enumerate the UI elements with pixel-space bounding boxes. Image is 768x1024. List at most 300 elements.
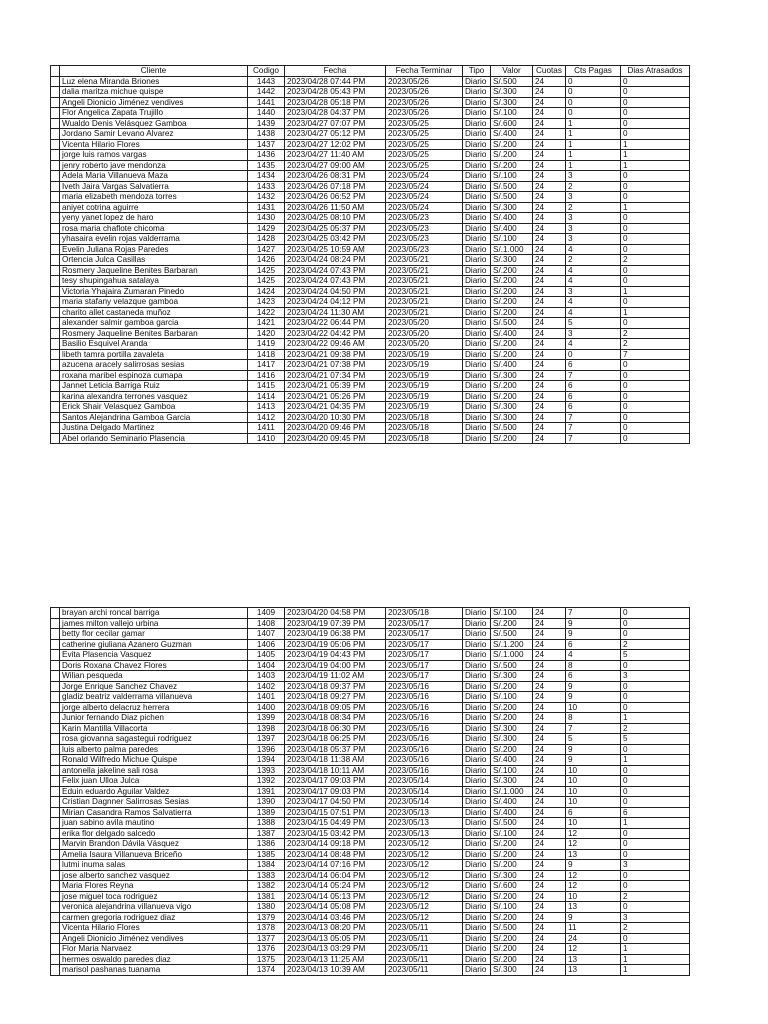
cell-codigo: 1386 [248,839,285,850]
cell-dias-atrasados: 0 [621,97,690,108]
cell-cts-pagas: 0 [566,97,621,108]
cell-fecha: 2023/04/18 11:38 AM [285,755,386,766]
cell-cts-pagas: 9 [566,860,621,871]
row-marker-cell [51,328,60,339]
row-marker-cell [51,797,60,808]
cell-dias-atrasados: 0 [621,276,690,287]
cell-cliente: Angeli Dionicio Jiménez vendives [60,933,248,944]
cell-valor: S/.200 [491,860,533,871]
row-marker-cell [51,108,60,119]
cell-tipo: Diario [463,755,491,766]
cell-tipo: Diario [463,339,491,350]
cell-tipo: Diario [463,650,491,661]
cell-cuotas: 24 [533,923,566,934]
cell-cuotas: 24 [533,255,566,266]
cell-tipo: Diario [463,244,491,255]
cell-dias-atrasados: 0 [621,412,690,423]
cell-cts-pagas: 24 [566,933,621,944]
cell-cts-pagas: 6 [566,360,621,371]
cell-dias-atrasados: 0 [621,381,690,392]
cell-cts-pagas: 11 [566,923,621,934]
row-marker-cell [51,765,60,776]
cell-cliente: Adela Maria Villanueva Maza [60,171,248,182]
table-row [51,776,690,787]
row-marker-cell [51,744,60,755]
row-marker-cell [51,891,60,902]
cell-cts-pagas: 6 [566,391,621,402]
cell-tipo: Diario [463,902,491,913]
cell-fecha: 2023/04/22 06:44 PM [285,318,386,329]
col-header-cts-pagas: Cts Pagas [566,66,621,77]
cell-cuotas: 24 [533,307,566,318]
cell-fecha: 2023/04/26 08:31 PM [285,171,386,182]
cell-tipo: Diario [463,433,491,444]
cell-cts-pagas: 10 [566,818,621,829]
cell-cliente: Justina Delgado Martinez [60,423,248,434]
cell-codigo: 1439 [248,118,285,129]
cell-dias-atrasados: 0 [621,786,690,797]
cell-fecha: 2023/04/13 11:25 AM [285,954,386,965]
cell-cuotas: 24 [533,402,566,413]
cell-codigo: 1434 [248,171,285,182]
cell-cliente: Karin Mantilla Villacorta [60,723,248,734]
row-marker-cell [51,671,60,682]
cell-cliente: luis alberto palma paredes [60,744,248,755]
cell-cuotas: 24 [533,423,566,434]
table-row [51,339,690,350]
cell-dias-atrasados: 5 [621,734,690,745]
cell-fecha: 2023/04/27 07:07 PM [285,118,386,129]
cell-cts-pagas: 0 [566,76,621,87]
cell-fecha: 2023/04/27 11:40 AM [285,150,386,161]
cell-cts-pagas: 3 [566,328,621,339]
table-row [51,818,690,829]
cell-fecha: 2023/04/13 03:29 PM [285,944,386,955]
cell-cts-pagas: 13 [566,902,621,913]
row-marker-cell [51,912,60,923]
cell-cuotas: 24 [533,328,566,339]
cell-cliente: erika flor delgado salcedo [60,828,248,839]
cell-tipo: Diario [463,954,491,965]
row-marker-cell [51,650,60,661]
cell-valor: S/.500 [491,423,533,434]
cell-cts-pagas: 7 [566,423,621,434]
cell-cliente: aniyet cotrina aguirre [60,202,248,213]
table-row [51,202,690,213]
cell-cliente: karina alexandra terrones vasquez [60,391,248,402]
cell-cts-pagas: 3 [566,192,621,203]
cell-cuotas: 24 [533,744,566,755]
cell-tipo: Diario [463,118,491,129]
cell-dias-atrasados: 0 [621,692,690,703]
cell-cts-pagas: 8 [566,713,621,724]
row-marker-cell [51,339,60,350]
cell-cts-pagas: 6 [566,807,621,818]
cell-dias-atrasados: 1 [621,139,690,150]
row-marker-cell [51,276,60,287]
cell-tipo: Diario [463,734,491,745]
cell-tipo: Diario [463,671,491,682]
cell-cts-pagas: 10 [566,765,621,776]
cell-fecha: 2023/04/24 08:24 PM [285,255,386,266]
cell-cuotas: 24 [533,76,566,87]
cell-fecha-terminar: 2023/05/12 [386,881,463,892]
cell-valor: S/.100 [491,828,533,839]
table-row [51,671,690,682]
table-row [51,734,690,745]
table-row [51,297,690,308]
cell-cuotas: 24 [533,297,566,308]
cell-cliente: catherine giuliana Azanero Guzman [60,639,248,650]
cell-fecha: 2023/04/21 05:26 PM [285,391,386,402]
cell-codigo: 1422 [248,307,285,318]
cell-dias-atrasados: 1 [621,286,690,297]
cell-cts-pagas: 2 [566,255,621,266]
cell-valor: S/.200 [491,150,533,161]
cell-valor: S/.200 [491,912,533,923]
cell-codigo: 1430 [248,213,285,224]
cell-fecha-terminar: 2023/05/16 [386,734,463,745]
row-marker-cell [51,318,60,329]
cell-dias-atrasados: 0 [621,423,690,434]
col-header-cuotas: Cuotas [533,66,566,77]
cell-tipo: Diario [463,381,491,392]
cell-dias-atrasados: 1 [621,818,690,829]
cell-valor: S/.200 [491,849,533,860]
row-marker-cell [51,734,60,745]
table-row [51,881,690,892]
cell-fecha: 2023/04/13 05:05 PM [285,933,386,944]
cell-cuotas: 24 [533,839,566,850]
cell-fecha: 2023/04/13 10:39 AM [285,965,386,976]
cell-cuotas: 24 [533,912,566,923]
cell-dias-atrasados: 2 [621,255,690,266]
cell-valor: S/.600 [491,881,533,892]
cell-fecha-terminar: 2023/05/12 [386,912,463,923]
cell-codigo: 1421 [248,318,285,329]
cell-cts-pagas: 13 [566,954,621,965]
cell-cts-pagas: 12 [566,839,621,850]
cell-cts-pagas: 10 [566,786,621,797]
cell-fecha-terminar: 2023/05/19 [386,349,463,360]
row-marker-cell [51,307,60,318]
cell-fecha: 2023/04/21 07:38 PM [285,360,386,371]
table-row [51,713,690,724]
cell-cts-pagas: 4 [566,297,621,308]
cell-valor: S/.200 [491,349,533,360]
cell-fecha-terminar: 2023/05/19 [386,381,463,392]
cell-fecha-terminar: 2023/05/26 [386,76,463,87]
cell-valor: S/.200 [491,681,533,692]
cell-fecha: 2023/04/19 11:02 AM [285,671,386,682]
row-marker-cell [51,192,60,203]
row-marker-cell [51,118,60,129]
cell-cliente: brayan archi roncal barriga [60,608,248,619]
cell-codigo: 1414 [248,391,285,402]
cell-codigo: 1405 [248,650,285,661]
cell-cts-pagas: 1 [566,118,621,129]
cell-valor: S/.200 [491,433,533,444]
cell-codigo: 1374 [248,965,285,976]
cell-dias-atrasados: 0 [621,391,690,402]
table-row [51,902,690,913]
cell-cts-pagas: 4 [566,276,621,287]
cell-codigo: 1426 [248,255,285,266]
cell-dias-atrasados: 0 [621,360,690,371]
cell-tipo: Diario [463,776,491,787]
cell-dias-atrasados: 2 [621,723,690,734]
col-header-fecha-terminar: Fecha Terminar [386,66,463,77]
cell-fecha-terminar: 2023/05/19 [386,402,463,413]
cell-cuotas: 24 [533,713,566,724]
cell-fecha: 2023/04/20 10:30 PM [285,412,386,423]
cell-codigo: 1431 [248,202,285,213]
cell-fecha-terminar: 2023/05/18 [386,433,463,444]
cell-tipo: Diario [463,839,491,850]
cell-cliente: alexander salmir gamboa garcia [60,318,248,329]
table-row [51,108,690,119]
cell-codigo: 1406 [248,639,285,650]
col-header-fecha: Fecha [285,66,386,77]
cell-cliente: Evita Plasencia Vasquez [60,650,248,661]
cell-valor: S/.500 [491,192,533,203]
cell-codigo: 1389 [248,807,285,818]
cell-tipo: Diario [463,255,491,266]
cell-cts-pagas: 13 [566,849,621,860]
table-row [51,139,690,150]
cell-codigo: 1407 [248,629,285,640]
cell-tipo: Diario [463,933,491,944]
table-row [51,650,690,661]
row-marker-cell [51,297,60,308]
cell-cuotas: 24 [533,129,566,140]
cell-valor: S/.400 [491,755,533,766]
cell-fecha-terminar: 2023/05/26 [386,108,463,119]
cell-cuotas: 24 [533,276,566,287]
cell-valor: S/.300 [491,87,533,98]
cell-tipo: Diario [463,423,491,434]
cell-cliente: Vicenta Hilario Flores [60,923,248,934]
cell-cliente: marisol pashanas tuanama [60,965,248,976]
row-marker-cell [51,244,60,255]
cell-valor: S/.300 [491,97,533,108]
cell-fecha: 2023/04/26 11:50 AM [285,202,386,213]
cell-cliente: Rosmery Jaqueline Benites Barbaran [60,265,248,276]
cell-cliente: Santos Alejandrina Gamboa Garcia [60,412,248,423]
cell-fecha-terminar: 2023/05/25 [386,160,463,171]
cell-codigo: 1382 [248,881,285,892]
cell-cliente: hermes oswaldo paredes diaz [60,954,248,965]
cell-dias-atrasados: 7 [621,349,690,360]
cell-fecha: 2023/04/14 08:48 PM [285,849,386,860]
cell-codigo: 1385 [248,849,285,860]
table-row [51,629,690,640]
cell-fecha-terminar: 2023/05/21 [386,307,463,318]
cell-cliente: Luz elena Miranda Briones [60,76,248,87]
cell-cuotas: 24 [533,734,566,745]
table-row [51,891,690,902]
table-row [51,402,690,413]
cell-cuotas: 24 [533,776,566,787]
cell-tipo: Diario [463,912,491,923]
table-row [51,192,690,203]
cell-valor: S/.400 [491,129,533,140]
cell-fecha-terminar: 2023/05/24 [386,181,463,192]
cell-fecha-terminar: 2023/05/16 [386,765,463,776]
cell-tipo: Diario [463,286,491,297]
col-header-dias-atrasados: Dias Atrasados [621,66,690,77]
cell-fecha-terminar: 2023/05/21 [386,255,463,266]
cell-tipo: Diario [463,234,491,245]
cell-tipo: Diario [463,108,491,119]
cell-fecha: 2023/04/24 04:12 PM [285,297,386,308]
cell-fecha: 2023/04/18 09:37 PM [285,681,386,692]
cell-cts-pagas: 1 [566,129,621,140]
cell-fecha: 2023/04/28 05:43 PM [285,87,386,98]
table-row [51,765,690,776]
cell-cts-pagas: 6 [566,381,621,392]
cell-cuotas: 24 [533,171,566,182]
cell-dias-atrasados: 0 [621,744,690,755]
cell-tipo: Diario [463,870,491,881]
row-marker-cell [51,608,60,619]
cell-cuotas: 24 [533,954,566,965]
cell-cliente: Flor Angelica Zapata Trujillo [60,108,248,119]
row-marker-cell [51,433,60,444]
cell-codigo: 1380 [248,902,285,913]
cell-cuotas: 24 [533,433,566,444]
cell-valor: S/.300 [491,671,533,682]
cell-cliente: libeth tamra portilla zavaleta [60,349,248,360]
cell-codigo: 1379 [248,912,285,923]
cell-codigo: 1391 [248,786,285,797]
cell-cliente: carmen gregoria rodriguez diaz [60,912,248,923]
cell-dias-atrasados: 0 [621,192,690,203]
cell-dias-atrasados: 0 [621,108,690,119]
row-marker-cell [51,381,60,392]
cell-cliente: Jannet Leticia Barriga Ruiz [60,381,248,392]
cell-cuotas: 24 [533,412,566,423]
cell-dias-atrasados: 1 [621,307,690,318]
cell-codigo: 1376 [248,944,285,955]
cell-dias-atrasados: 2 [621,923,690,934]
cell-dias-atrasados: 0 [621,234,690,245]
cell-cts-pagas: 10 [566,891,621,902]
cell-cliente: Victoria Yhajaira Zumaran Pinedo [60,286,248,297]
cell-fecha-terminar: 2023/05/18 [386,423,463,434]
table-row [51,213,690,224]
cell-tipo: Diario [463,713,491,724]
cell-valor: S/.1.000 [491,244,533,255]
table-row [51,171,690,182]
cell-dias-atrasados: 2 [621,328,690,339]
cell-fecha: 2023/04/28 07:44 PM [285,76,386,87]
table-row [51,286,690,297]
cell-fecha-terminar: 2023/05/11 [386,923,463,934]
cell-cuotas: 24 [533,891,566,902]
cell-fecha: 2023/04/14 05:13 PM [285,891,386,902]
cell-valor: S/.300 [491,412,533,423]
cell-fecha-terminar: 2023/05/23 [386,223,463,234]
cell-cts-pagas: 3 [566,213,621,224]
cell-cliente: Maria Flores Reyna [60,881,248,892]
cell-fecha-terminar: 2023/05/17 [386,650,463,661]
cell-cts-pagas: 6 [566,671,621,682]
table-row [51,118,690,129]
cell-fecha-terminar: 2023/05/13 [386,818,463,829]
row-marker-cell [51,286,60,297]
row-marker-cell [51,713,60,724]
cell-dias-atrasados: 3 [621,860,690,871]
cell-valor: S/.200 [491,713,533,724]
cell-tipo: Diario [463,307,491,318]
cell-cuotas: 24 [533,381,566,392]
cell-codigo: 1398 [248,723,285,734]
cell-tipo: Diario [463,639,491,650]
cell-dias-atrasados: 0 [621,933,690,944]
cell-cuotas: 24 [533,213,566,224]
cell-tipo: Diario [463,171,491,182]
cell-cliente: Angeli Dionicio Jiménez vendives [60,97,248,108]
cell-valor: S/.200 [491,391,533,402]
cell-dias-atrasados: 0 [621,402,690,413]
cell-tipo: Diario [463,923,491,934]
cell-valor: S/.600 [491,118,533,129]
cell-cts-pagas: 7 [566,412,621,423]
cell-tipo: Diario [463,97,491,108]
cell-fecha-terminar: 2023/05/26 [386,87,463,98]
row-marker-cell [51,944,60,955]
cell-cuotas: 24 [533,234,566,245]
row-marker-cell [51,370,60,381]
row-marker-cell [51,213,60,224]
cell-tipo: Diario [463,765,491,776]
row-marker-cell [51,870,60,881]
cell-fecha: 2023/04/15 07:51 PM [285,807,386,818]
cell-cuotas: 24 [533,244,566,255]
cell-fecha: 2023/04/17 09:03 PM [285,776,386,787]
row-marker-cell [51,828,60,839]
row-marker-cell [51,965,60,976]
cell-fecha: 2023/04/21 07:34 PM [285,370,386,381]
cell-codigo: 1419 [248,339,285,350]
cell-cuotas: 24 [533,108,566,119]
cell-valor: S/.200 [491,618,533,629]
cell-fecha: 2023/04/27 05:12 PM [285,129,386,140]
cell-fecha-terminar: 2023/05/17 [386,618,463,629]
cell-tipo: Diario [463,944,491,955]
cell-valor: S/.500 [491,318,533,329]
cell-dias-atrasados: 2 [621,339,690,350]
cell-cuotas: 24 [533,828,566,839]
row-marker-cell [51,681,60,692]
cell-dias-atrasados: 0 [621,244,690,255]
table-row [51,150,690,161]
cell-cts-pagas: 2 [566,202,621,213]
cell-cts-pagas: 5 [566,734,621,745]
table-row [51,639,690,650]
row-marker-cell [51,692,60,703]
cell-fecha-terminar: 2023/05/14 [386,786,463,797]
cell-cliente: charito allet castaneda muñoz [60,307,248,318]
cell-cts-pagas: 1 [566,139,621,150]
cell-fecha: 2023/04/25 10:59 AM [285,244,386,255]
cell-valor: S/.500 [491,629,533,640]
table-row [51,923,690,934]
row-marker-cell [51,923,60,934]
cell-dias-atrasados: 1 [621,755,690,766]
cell-dias-atrasados: 1 [621,965,690,976]
